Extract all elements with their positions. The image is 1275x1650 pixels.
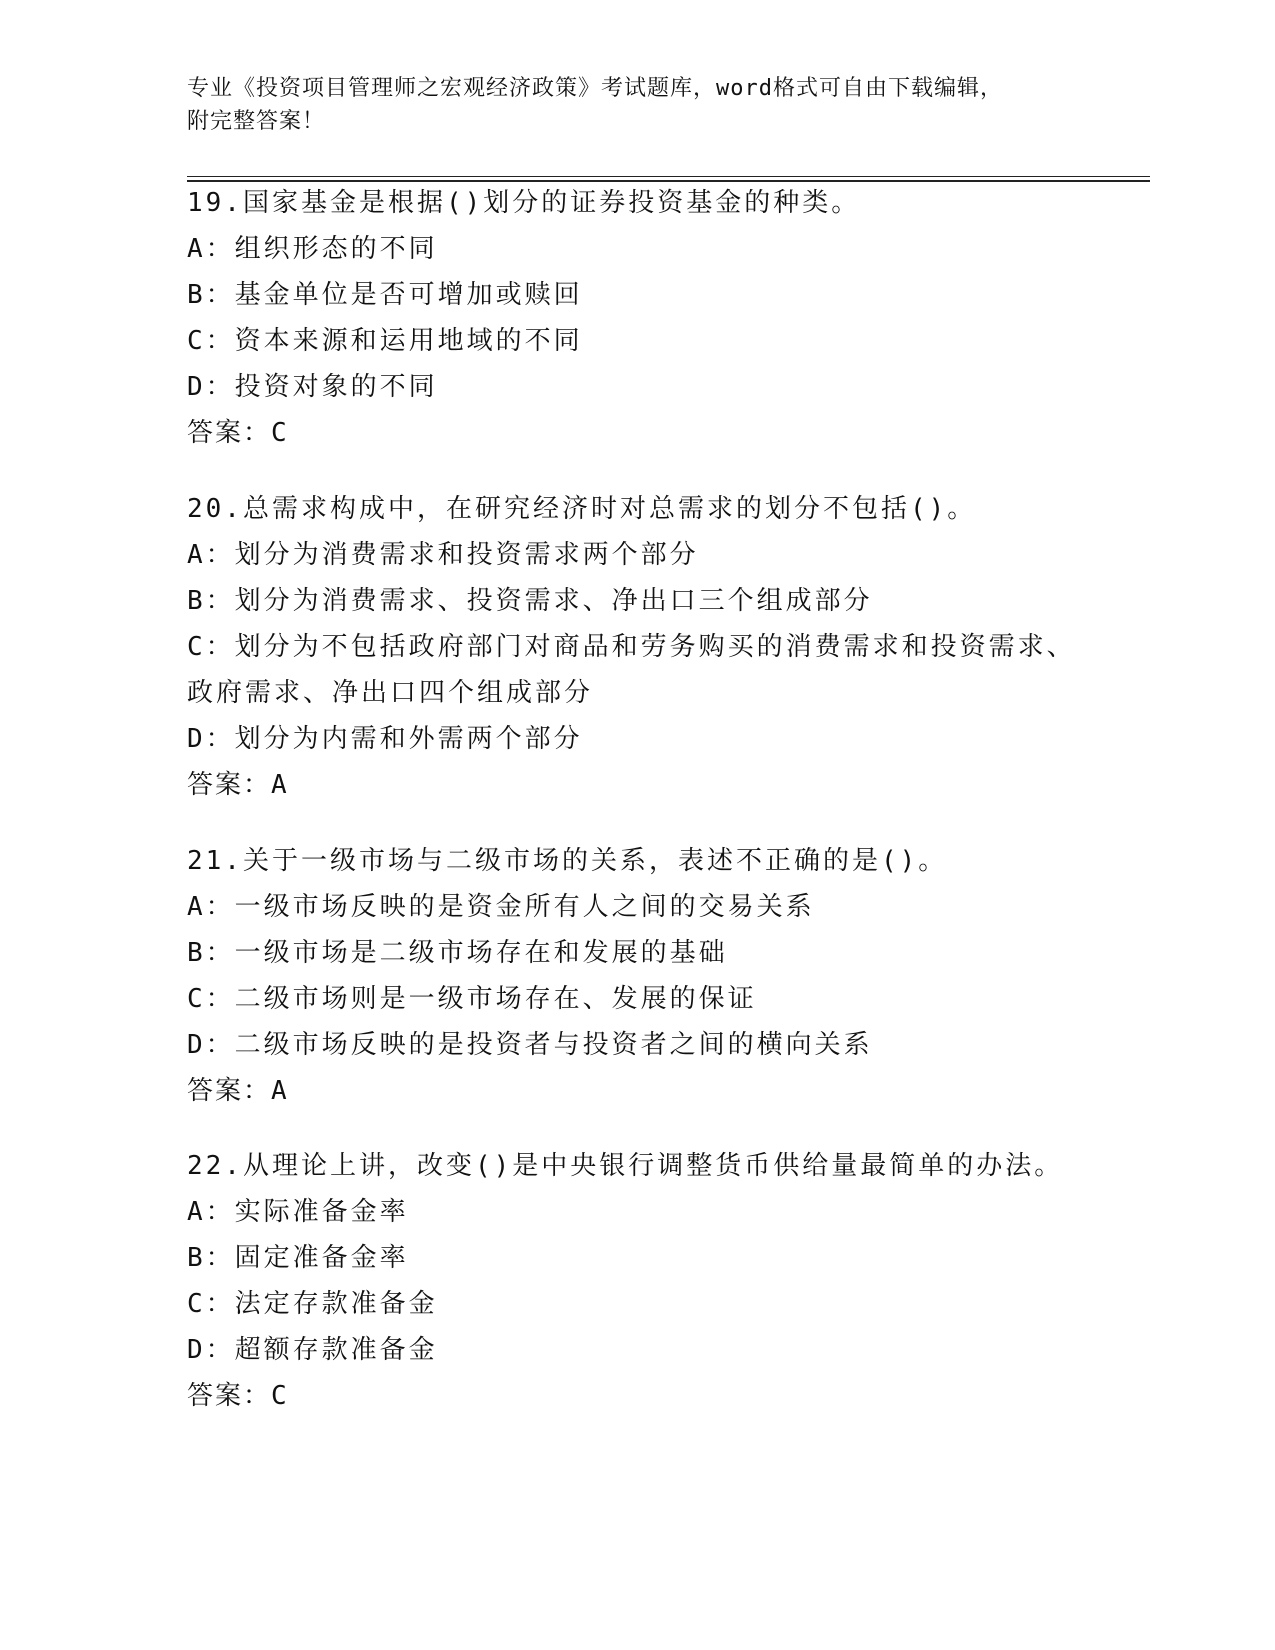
question-stem: 20.总需求构成中，在研究经济时对总需求的划分不包括()。 xyxy=(187,494,977,524)
answer-line xyxy=(187,762,1087,808)
question-stem: 22.从理论上讲，改变()是中央银行调整货币供给量最简单的办法。 xyxy=(187,1151,1064,1181)
option-c: C：划分为不包括政府部门对商品和劳务购买的消费需求和投资需求、 xyxy=(187,632,1076,662)
document-header: 专业《投资项目管理师之宏观经济政策》考试题库，word格式可自由下载编辑， 附完整答案！ xyxy=(187,76,1003,134)
answer-value: A xyxy=(271,770,289,800)
option-d: D：划分为内需和外需两个部分 xyxy=(187,724,583,754)
question-22 xyxy=(187,1143,1087,1419)
header-divider-thin xyxy=(187,176,1150,177)
question-stem: 21.关于一级市场与二级市场的关系，表述不正确的是()。 xyxy=(187,846,948,876)
option-b: B：一级市场是二级市场存在和发展的基础 xyxy=(187,938,728,968)
answer-label: 答案： xyxy=(187,418,272,448)
option-b: B：基金单位是否可增加或赎回 xyxy=(187,280,583,310)
option-c: C：法定存款准备金 xyxy=(187,1289,438,1319)
question-stem: 19.国家基金是根据()划分的证券投资基金的种类。 xyxy=(187,188,861,218)
option-c: C：资本来源和运用地域的不同 xyxy=(187,326,583,356)
option-a: A：划分为消费需求和投资需求两个部分 xyxy=(187,540,699,570)
answer-line xyxy=(187,1373,1087,1419)
answer-label: 答案： xyxy=(187,770,272,800)
answer-value: A xyxy=(271,1076,289,1106)
option-a: A：实际准备金率 xyxy=(187,1197,409,1227)
option-d: D：超额存款准备金 xyxy=(187,1335,438,1365)
answer-value: C xyxy=(271,418,289,448)
option-a: A：一级市场反映的是资金所有人之间的交易关系 xyxy=(187,892,815,922)
question-21 xyxy=(187,838,1087,1114)
option-b: B：划分为消费需求、投资需求、净出口三个组成部分 xyxy=(187,586,873,616)
option-d: D：二级市场反映的是投资者与投资者之间的横向关系 xyxy=(187,1030,873,1060)
answer-line xyxy=(187,1068,1087,1114)
option-c-continued: 政府需求、净出口四个组成部分 xyxy=(187,678,594,708)
answer-line xyxy=(187,410,1087,456)
option-c: C：二级市场则是一级市场存在、发展的保证 xyxy=(187,984,757,1014)
option-a: A：组织形态的不同 xyxy=(187,234,438,264)
question-19 xyxy=(187,180,1087,456)
answer-value: C xyxy=(271,1381,289,1411)
answer-label: 答案： xyxy=(187,1076,272,1106)
answer-label: 答案： xyxy=(187,1381,272,1411)
question-20 xyxy=(187,486,1087,808)
option-d: D：投资对象的不同 xyxy=(187,372,438,402)
option-b: B：固定准备金率 xyxy=(187,1243,409,1273)
